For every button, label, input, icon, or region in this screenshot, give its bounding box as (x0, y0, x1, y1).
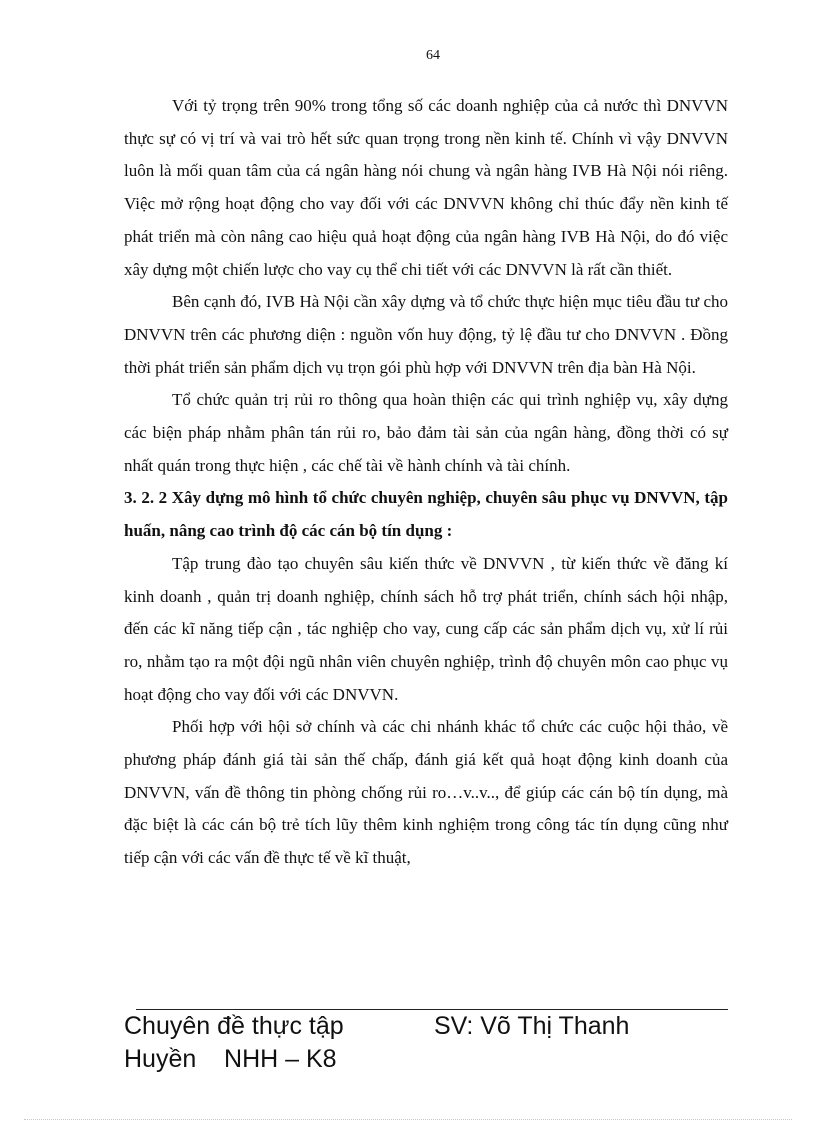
section-heading: 3. 2. 2 Xây dựng mô hình tổ chức chuyên nghiệp, chuyên sâu phục vụ DNVVN, tập huấn, nâng cao trình độ các cán bộ tín dụng : (124, 488, 728, 541)
footer-line-2: Huyền NHH – K8 (124, 1045, 337, 1073)
page-bottom-edge (24, 1119, 792, 1120)
paragraph: Tập trung đào tạo chuyên sâu kiến thức về DNVVN , từ kiến thức về đăng kí kinh doanh , quản trị doanh nghiệp, chính sách hỗ trợ phát triển, chính sách hội nhập, đến các kĩ năng tiếp cận , tác nghiệp cho vay, cung cấp các sản phẩm dịch vụ, xử lí rủi ro, nhằm tạo ra một đội ngũ nhân viên chuyên nghiệp, trình độ chuyên môn cao phục vụ hoạt động cho vay đối với các DNVVN. (124, 553, 728, 704)
footer-line-1: Chuyên đề thực tập SV: Võ Thị Thanh (124, 1012, 630, 1040)
paragraph: Tổ chức quản trị rủi ro thông qua hoàn thiện các qui trình nghiệp vụ, xây dựng các biện pháp nhằm phân tán rủi ro, bảo đảm tài sản của ngân hàng, đồng thời có sự nhất quán trong thực hiện , các chế tài về hành chính và tài chính. (124, 390, 728, 475)
page-footer (124, 1010, 724, 1076)
paragraph: Phối hợp với hội sở chính và các chi nhánh khác tổ chức các cuộc hội thảo, về phương pháp đánh giá tài sản thế chấp, đánh giá kết quả hoạt động kinh doanh của DNVVN, vấn đề thông tin phòng chống rủi ro…v..v.., để giúp các cán bộ tín dụng, mà đặc biệt là các cán bộ trẻ tích lũy thêm kinh nghiệm trong công tác tín dụng cũng như tiếp cận với các vấn đề thực tế về kĩ thuật, (124, 717, 728, 868)
paragraph: Bên cạnh đó, IVB Hà Nội cần xây dựng và tổ chức thực hiện mục tiêu đầu tư cho DNVVN trên các phương diện : nguồn vốn huy động, tỷ lệ đầu tư cho DNVVN . Đồng thời phát triển sản phẩm dịch vụ trọn gói phù hợp với DNVVN trên địa bàn Hà Nội. (124, 292, 728, 377)
paragraph: Với tỷ trọng trên 90% trong tổng số các doanh nghiệp của cả nước thì DNVVN thực sự có vị trí và vai trò hết sức quan trọng trong nền kinh tế. Chính vì vậy DNVVN luôn là mối quan tâm của cá ngân hàng nói chung và ngân hàng IVB Hà Nội nói riêng. Việc mở rộng hoạt động cho vay đối với các DNVVN không chỉ thúc đẩy nền kinh tế phát triển mà còn nâng cao hiệu quả hoạt động của ngân hàng IVB Hà Nội, do đó việc xây dựng một chiến lược cho vay cụ thể chi tiết với các DNVVN là rất cần thiết. (124, 96, 728, 279)
document-body (124, 90, 728, 875)
page-number: 64 (426, 48, 440, 63)
